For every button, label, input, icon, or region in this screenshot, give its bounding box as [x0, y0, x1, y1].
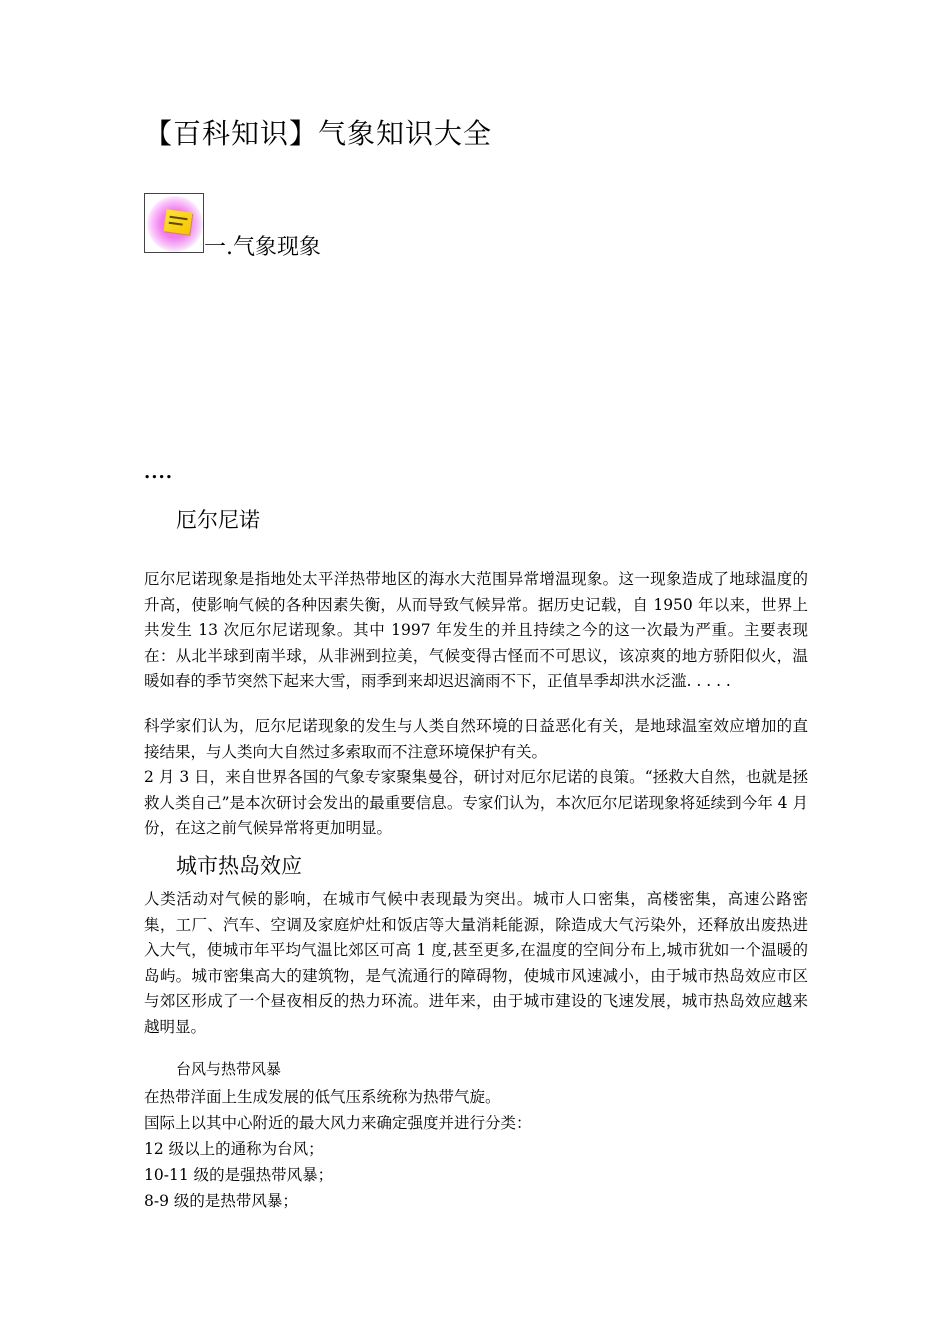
page-title: 【百科知识】气象知识大全	[144, 117, 493, 150]
section-heading-weather-phenomena: 一.气象现象	[204, 235, 321, 260]
ellipsis-marker: ....	[144, 462, 174, 483]
sticky-note-thumbnail-icon	[144, 193, 204, 253]
heading-heat-island: 城市热岛效应	[176, 854, 302, 878]
elnino-paragraph-1: 厄尔尼诺现象是指地处太平洋热带地区的海水大范围异常增温现象。这一现象造成了地球温度的升高，使影响气候的各种因素失衡，从而导致气候异常。据历史记载，自 1950 年以来，世界上共发生 13 次厄尔尼诺现象。其中 1997 年发生的并且持续之今的这一次最为严重。主要表现在：从北半球到南半球，从非洲到拉美，气候变得古怪而不可思议，该凉爽的地方骄阳似火，温暖如春的季节突然下起来大雪，雨季到来却迟迟滴雨不下，正值旱季却洪水泛滥. . . . .	[144, 570, 808, 690]
typhoon-line-4: 10-11 级的是强热带风暴；	[144, 1166, 334, 1184]
typhoon-line-2: 国际上以其中心附近的最大风力来确定强度并进行分类：	[144, 1114, 532, 1132]
typhoon-line-1: 在热带洋面上生成发展的低气压系统称为热带气旋。	[144, 1088, 501, 1106]
typhoon-line-3: 12 级以上的通称为台风；	[144, 1140, 324, 1158]
heading-elnino: 厄尔尼诺	[176, 508, 260, 532]
elnino-paragraph-3: 2 月 3 日，来自世界各国的气象专家聚集曼谷，研讨对厄尔尼诺的良策。“拯救大自然，也就是拯救人类自己”是本次研讨会发出的最重要信息。专家们认为，本次厄尔尼诺现象将延续到今年 4 月份，在这之前气候异常将更加明显。	[144, 768, 808, 837]
heading-typhoon: 台风与热带风暴	[176, 1060, 282, 1078]
sticky-note-icon	[164, 209, 193, 234]
heat-island-paragraph: 人类活动对气候的影响，在城市气候中表现最为突出。城市人口密集，高楼密集，高速公路密集，工厂、汽车、空调及家庭炉灶和饭店等大量消耗能源，除造成大气污染外，还释放出废热进入大气，使城市年平均气温比郊区可高 1 度,甚至更多,在温度的空间分布上,城市犹如一个温暖的岛屿。城市密集高大的建筑物，是气流通行的障碍物，使城市风速减小，由于城市热岛效应市区与郊区形成了一个昼夜相反的热力环流。进年来，由于城市建设的飞速发展，城市热岛效应越来越明显。	[144, 890, 808, 1036]
typhoon-line-5: 8-9 级的是热带风暴；	[144, 1192, 298, 1210]
elnino-paragraph-2: 科学家们认为，厄尔尼诺现象的发生与人类自然环境的日益恶化有关，是地球温室效应增加的直接结果，与人类向大自然过多索取而不注意环境保护有关。	[144, 717, 808, 761]
